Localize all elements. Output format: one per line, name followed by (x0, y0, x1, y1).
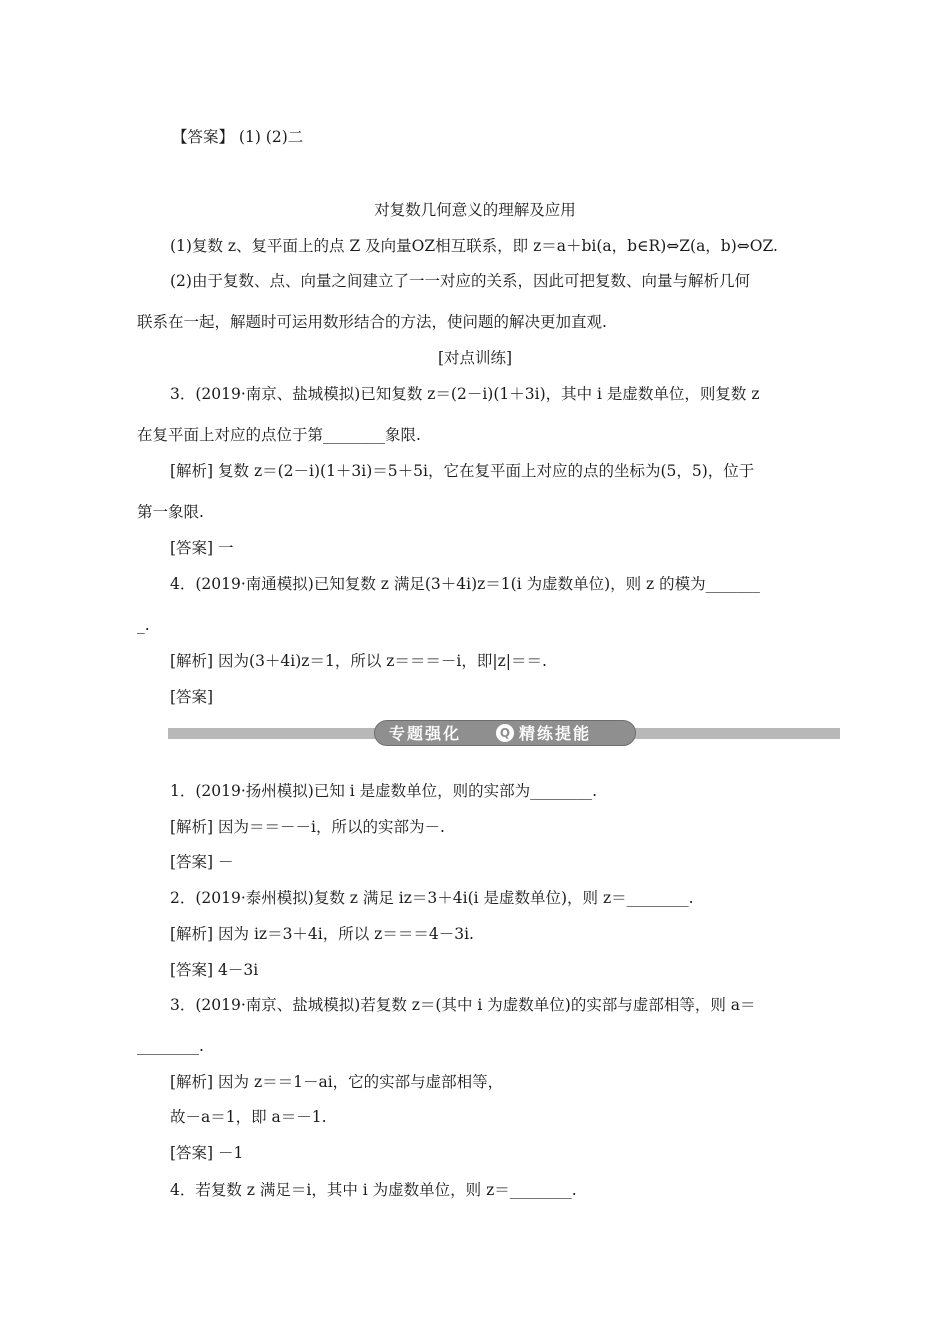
analysis-line: 故－a＝1，即 a＝－1. (170, 1108, 327, 1126)
question-line: 4．若复数 z 满足＝i，其中 i 为虚数单位，则 z＝________. (170, 1181, 577, 1199)
section-banner (168, 719, 840, 747)
answer-line: [答案] 一 (170, 539, 234, 557)
answer-line: 【答案】 (1) (2)二 (172, 128, 304, 146)
analysis-line: 第一象限. (137, 503, 204, 521)
answer-line: [答案] －1 (170, 1144, 244, 1162)
banner-right-text: 精练提能 (519, 724, 592, 743)
section-title: 对复数几何意义的理解及应用 (374, 201, 576, 219)
banner-pill (374, 720, 636, 746)
answer-line: [答案] 4－3i (170, 961, 259, 979)
analysis-line: [解析] 因为＝＝－－i，所以的实部为－. (170, 818, 445, 836)
analysis-line: [解析] 复数 z＝(2－i)(1＋3i)＝5＋5i，它在复平面上对应的点的坐标为(5，5)，位于 (170, 462, 755, 480)
analysis-line: [解析] 因为 z＝＝1－ai，它的实部与虚部相等， (170, 1073, 504, 1091)
subsection-title: [对点训练] (437, 349, 513, 367)
banner-left-text: 专题强化 (389, 724, 462, 743)
question-line: 3．(2019·南京、盐城模拟)若复数 z＝(其中 i 为虚数单位)的实部与虚部相等，则 a＝ (170, 996, 756, 1014)
paragraph-line: (1)复数 z、复平面上的点 Z 及向量OZ相互联系，即 z＝a＋bi(a，b∈R)⇔Z(a，b)⇔OZ. (170, 237, 778, 255)
question-line: ________. (137, 1037, 204, 1055)
analysis-line: [解析] 因为(3＋4i)z＝1，所以 z＝＝＝－i，即|z|＝＝. (170, 652, 547, 670)
question-line: 在复平面上对应的点位于第________象限. (137, 426, 421, 444)
question-line: 4．(2019·南通模拟)已知复数 z 满足(3＋4i)z＝1(i 为虚数单位)，则 z 的模为_______ (170, 575, 760, 593)
answer-line: [答案] － (170, 853, 234, 871)
answer-line: [答案] (170, 688, 214, 706)
paragraph-line: 联系在一起，解题时可运用数形结合的方法，使问题的解决更加直观. (137, 313, 607, 331)
question-line: _. (137, 616, 150, 634)
analysis-line: [解析] 因为 iz＝3＋4i，所以 z＝＝＝4－3i. (170, 925, 474, 943)
question-line: 2．(2019·泰州模拟)复数 z 满足 iz＝3＋4i(i 是虚数单位)，则 z＝________. (170, 889, 694, 907)
paragraph-line: (2)由于复数、点、向量之间建立了一一对应的关系，因此可把复数、向量与解析几何 (170, 272, 750, 290)
question-line: 1．(2019·扬州模拟)已知 i 是虚数单位，则的实部为________. (170, 782, 598, 800)
question-line: 3．(2019·南京、盐城模拟)已知复数 z＝(2－i)(1＋3i)，其中 i 是虚数单位，则复数 z (170, 385, 760, 403)
banner-badge-icon: Q (496, 724, 514, 742)
